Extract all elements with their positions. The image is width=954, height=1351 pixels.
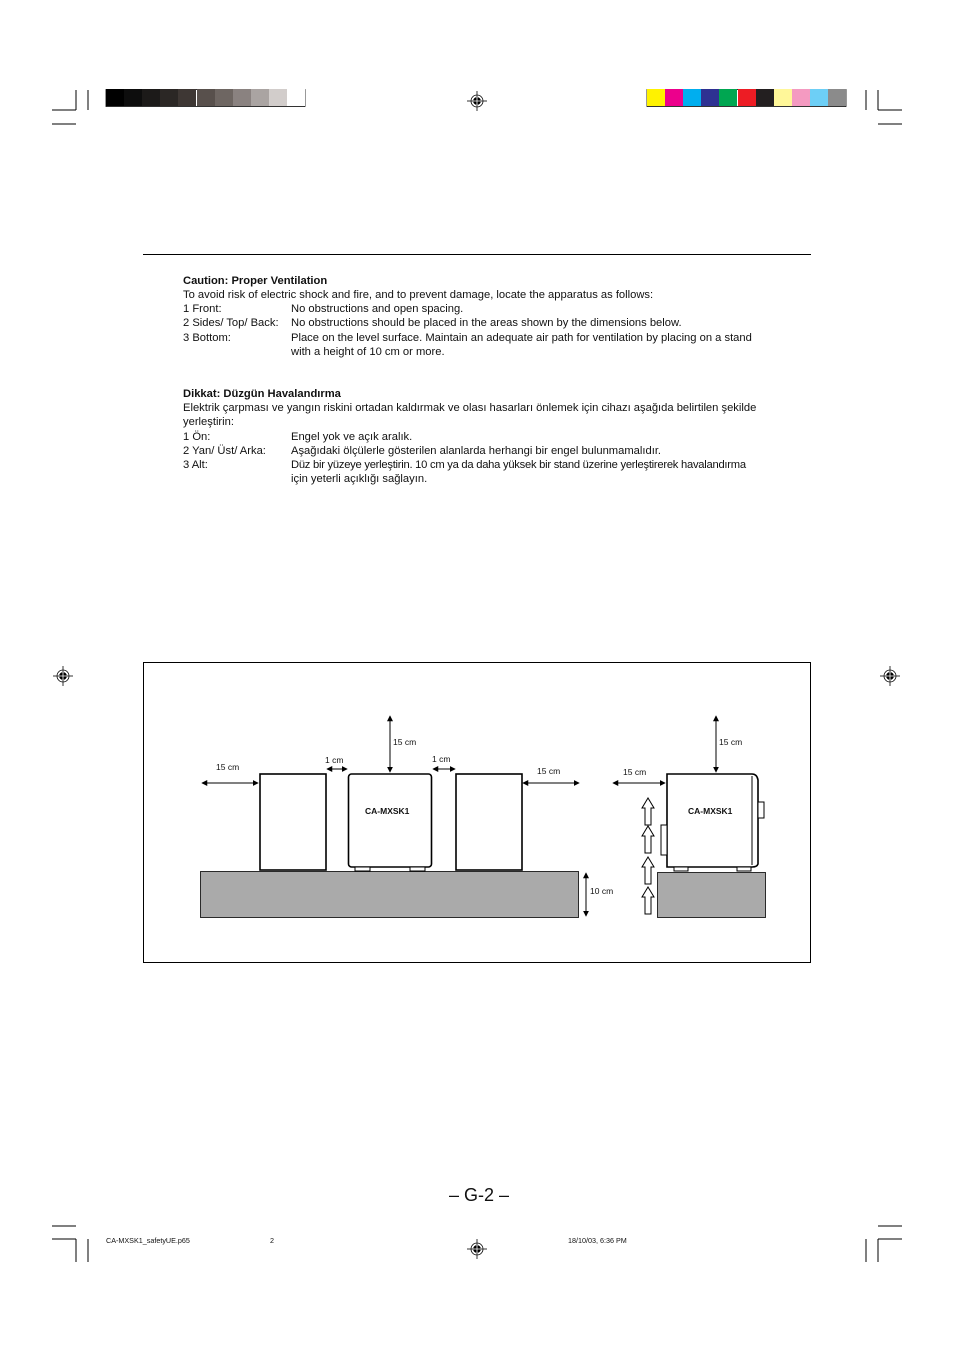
turkish-intro-cont: yerleştirin: <box>183 416 234 428</box>
dim-gap-left-label: 1 cm <box>325 755 344 765</box>
item-label: 3 Bottom: <box>183 332 231 344</box>
item-label: 1 Front: <box>183 303 222 315</box>
dim-top-label: 15 cm <box>393 737 417 747</box>
model-label-front: CA-MXSK1 <box>365 806 410 816</box>
turkish-intro: Elektrik çarpması ve yangın riskini ortadan kaldırmak ve olası hasarları önlemek için cihazı aşağıda belirtilen şekilde <box>183 402 757 414</box>
front-stand <box>201 872 579 918</box>
item-text: No obstructions should be placed in the areas shown by the dimensions below. <box>291 317 682 329</box>
dim-side-left-label: 15 cm <box>623 767 647 777</box>
main-unit-side <box>661 774 764 871</box>
page-number: – G-2 – <box>449 1185 510 1205</box>
footer-filename: CA-MXSK1_safetyUE.p65 <box>106 1236 190 1245</box>
item-text: Düz bir yüzeye yerleştirin. 10 cm ya da daha yüksek bir stand üzerine yerleştirerek havalandırma <box>291 459 746 471</box>
side-stand <box>658 873 766 918</box>
turkish-title: Dikkat: Düzgün Havalandırma <box>183 388 341 400</box>
footer-timestamp: 18/10/03, 6:36 PM <box>568 1236 627 1245</box>
dim-gap-right-label: 1 cm <box>432 754 451 764</box>
left-speaker <box>260 774 326 870</box>
item-label: 1 Ön: <box>183 431 211 443</box>
dim-right-label: 15 cm <box>537 766 561 776</box>
item-text: Engel yok ve açık aralık. <box>291 431 413 443</box>
footer-page: 2 <box>270 1236 274 1245</box>
dim-left-label: 15 cm <box>216 762 240 772</box>
dim-side-top-label: 15 cm <box>719 737 743 747</box>
item-text-cont: with a height of 10 cm or more. <box>291 346 445 358</box>
model-label-side: CA-MXSK1 <box>688 806 733 816</box>
dim-bottom-label: 10 cm <box>590 886 614 896</box>
item-text: No obstructions and open spacing. <box>291 303 464 315</box>
item-label: 2 Sides/ Top/ Back: <box>183 317 279 329</box>
english-title: Caution: Proper Ventilation <box>183 275 328 287</box>
main-unit-front <box>349 774 432 871</box>
item-text: Place on the level surface. Maintain an adequate air path for ventilation by placing on a stand <box>291 332 752 344</box>
item-text-cont: için yeterli açıklığı sağlayın. <box>291 473 428 485</box>
english-intro: To avoid risk of electric shock and fire, and to prevent damage, locate the apparatus as follows: <box>183 289 654 301</box>
right-speaker <box>456 774 522 870</box>
airflow-arrow-icon <box>642 798 654 914</box>
item-label: 2 Yan/ Üst/ Arka: <box>183 445 266 457</box>
item-text: Aşağıdaki ölçülerle gösterilen alanlarda herhangi bir engel bulunmamalıdır. <box>291 445 662 457</box>
item-label: 3 Alt: <box>183 459 208 471</box>
